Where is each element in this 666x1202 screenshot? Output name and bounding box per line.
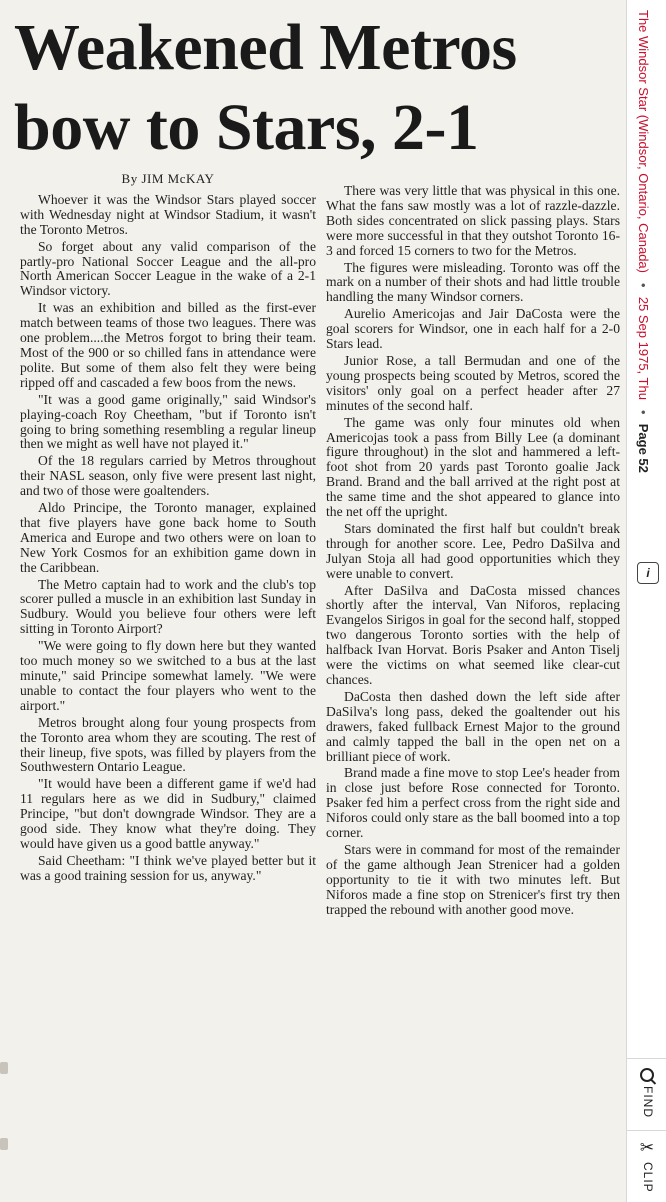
separator: • xyxy=(636,409,651,415)
paragraph: The Metro captain had to work and the club's top scorer pulled a muscle in an exhibition last Sunday in Sudbury. Would you believe four others were left sitting in Toronto Airport? xyxy=(20,576,316,637)
paragraph: Brand made a fine move to stop Lee's header from in close just before Rose connected for Toronto. Psaker fed him a perfect cross from the right side and Niforos could only stare as the ball boomed into a top corner. xyxy=(326,765,620,841)
clip-label: CLIP xyxy=(641,1162,655,1193)
paragraph: There was very little that was physical in this one. What the fans saw mostly was a lot of razzle-dazzle. Both sides concentrated on slick passing plays. Stars were more successful in that they outshot Toronto 16-3 and forced 15 corners to two for the Metros. xyxy=(326,183,620,258)
paragraph: Stars were in command for most of the remainder of the game although Jean Strenicer had a golden opportunity to tie it with two minutes left. But Niforos made a fine stop on Strenicer's first try then trapped the rebound with another good move. xyxy=(326,841,620,917)
source-title[interactable]: The Windsor Star (Windsor, Ontario, Canada) xyxy=(636,10,651,273)
paragraph: After DaSilva and DaCosta missed chances shortly after the interval, Van Niforos, replacing Evangelos Sirigos in goal for the second half, stopped two dangerous Toronto sorties with the help of halfback Ivan Horvat. Boris Psaker and Anton Tiselj were the victims on what seemed like clear-cut chances. xyxy=(326,582,620,687)
info-icon[interactable]: i xyxy=(637,562,659,584)
magnifier-icon xyxy=(640,1068,654,1082)
edge-ink-mark xyxy=(0,1138,8,1150)
page-number[interactable]: Page 52 xyxy=(636,423,651,473)
article-headline xyxy=(14,8,614,168)
paragraph: "It was a good game originally," said Windsor's playing-coach Roy Cheetham, "but if Toronto isn't going to bring something resembling a regular lineup then we might as well have not played it." xyxy=(20,391,316,452)
paragraph: Of the 18 regulars carried by Metros throughout their NASL season, only five were present last night, and two of those were goaltenders. xyxy=(20,453,316,499)
issue-date[interactable]: 25 Sep 1975, Thu xyxy=(636,296,651,400)
find-label: FIND xyxy=(641,1086,655,1118)
paragraph: So forget about any valid comparison of the partly-pro National Soccer League and the all-pro North American Soccer League in the wake of a 2-1 Windsor victory. xyxy=(20,238,316,299)
byline: By JIM McKAY xyxy=(121,171,215,186)
find-button[interactable] xyxy=(627,1068,666,1118)
sidebar-divider xyxy=(627,1130,666,1131)
paragraph: Metros brought along four young prospects from the Toronto area whom they are scouting. The rest of their lineup, five spots, was filled by players from the Southwestern Ontario League. xyxy=(20,714,316,775)
separator: • xyxy=(636,282,651,288)
paragraph: It was an exhibition and billed as the first-ever match between teams of those two leagues. There was one problem....the Metros forgot to bring their team. Most of the 900 or so chilled fans in attendance were polite. But some of them also felt they were being ripped off and cascaded a few boos from the news. xyxy=(20,300,316,390)
paragraph: The figures were misleading. Toronto was off the mark on a number of their shots and had little trouble handling the many Windsor corners. xyxy=(326,259,620,305)
clip-button[interactable] xyxy=(627,1138,666,1193)
paragraph: Said Cheetham: "I think we've played better but it was a good training session for us, anyway." xyxy=(20,852,316,883)
paragraph: Junior Rose, a tall Bermudan and one of the young prospects being scouted by Metros, scored the visitors' only goal on a perfect header after 27 minutes of the second half. xyxy=(326,352,620,413)
article-column-right xyxy=(326,184,620,918)
headline-line-2: bow to Stars, 2-1 xyxy=(14,91,479,164)
edge-ink-mark xyxy=(0,1062,8,1074)
paragraph: "We were going to fly down here but they wanted too much money so we switched to a bus at the last minute," said Principe somewhat lamely. "We were unable to contact the four players who went to the airport." xyxy=(20,638,316,713)
paragraph: Aurelio Americojas and Jair DaCosta were the goal scorers for Windsor, one in each half for a 2-0 Stars lead. xyxy=(326,306,620,352)
paragraph: Stars dominated the first half but couldn't break through for another score. Lee, Pedro DaSilva and Julyan Stoja all had good opportunities which they were unable to convert. xyxy=(326,520,620,581)
headline-line-1: Weakened Metros xyxy=(14,11,517,84)
paragraph: Whoever it was the Windsor Stars played soccer with Wednesday night at Windsor Stadium, it wasn't the Toronto Metros. xyxy=(20,191,316,237)
paragraph: DaCosta then dashed down the left side after DaSilva's long pass, deked the goaltender out his drawers, faked fullback Ernest Major to the ground and calmly tapped the ball in the open net on a brilliant piece of work. xyxy=(326,688,620,764)
article-column-left xyxy=(20,172,316,884)
scissors-icon: ✂ xyxy=(639,1138,655,1157)
sidebar-divider xyxy=(627,1058,666,1059)
paragraph: Aldo Principe, the Toronto manager, explained that five players have gone back home to South America and Europe and two others were on loan to New York Cosmos for an exhibition game down in the Caribbean. xyxy=(20,500,316,575)
paragraph: The game was only four minutes old when Americojas took a pass from Billy Lee (a dominant figure throughout) in the slot and hammered a left-foot shot from 20 yards past Toronto goalie Jack Brand. Brand and the ball arrived at the right post at the same time and the shot appeared to glance into the net off the upright. xyxy=(326,414,620,520)
viewer-sidebar xyxy=(626,0,666,1202)
paragraph: "It would have been a different game if we'd had 11 regulars here as we did in Sudbury," claimed Principe, "but don't downgrade Windsor. They are a good side. They know what they're doing. They would have given us a good battle anyway." xyxy=(20,776,316,851)
source-citation[interactable] xyxy=(636,10,651,473)
